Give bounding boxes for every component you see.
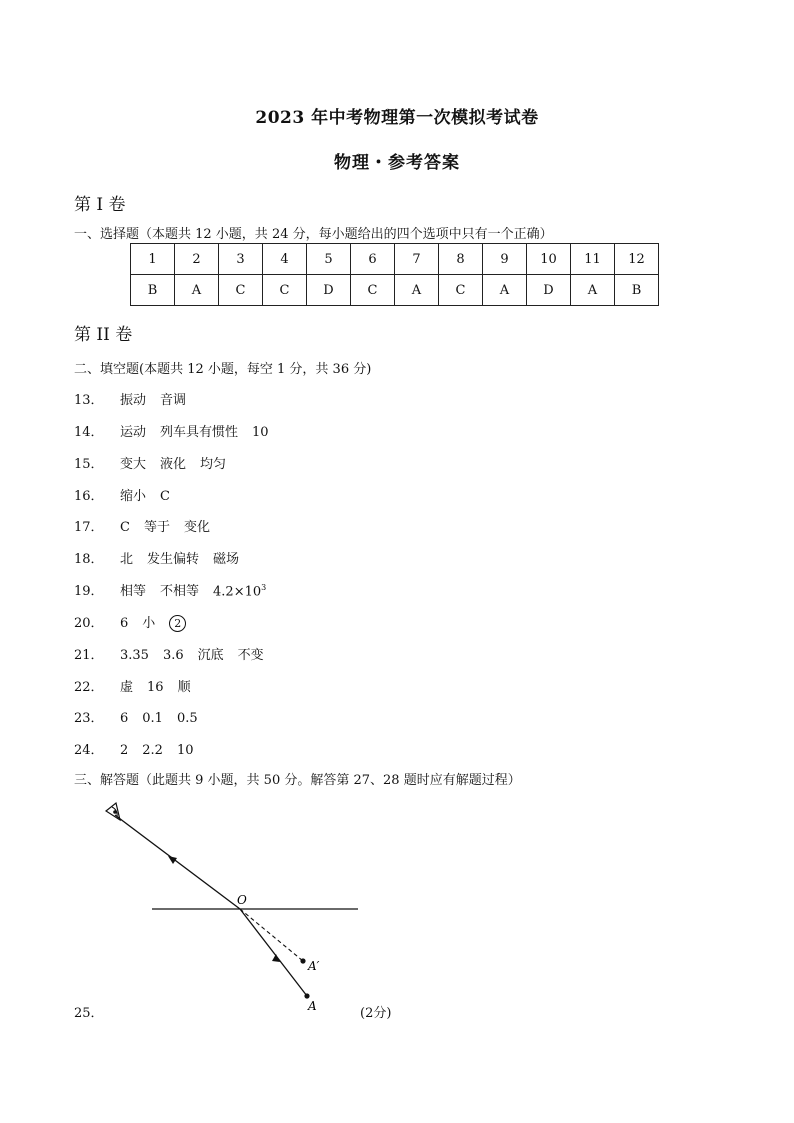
item-number: 19． bbox=[74, 584, 104, 599]
fill-item-15 bbox=[74, 453, 240, 472]
fill-item-23 bbox=[74, 707, 212, 726]
item-answer: 16 bbox=[147, 680, 164, 695]
question-number-row bbox=[131, 244, 659, 275]
answer-cell: A bbox=[571, 275, 615, 306]
question-number-cell: 8 bbox=[439, 244, 483, 275]
fill-item-20 bbox=[74, 612, 200, 632]
item-answer: 均匀 bbox=[200, 457, 227, 472]
item-answer: 虚 bbox=[120, 680, 134, 695]
item-answer: 磁场 bbox=[213, 552, 240, 567]
item-number: 14． bbox=[74, 425, 104, 440]
item-answer-scientific bbox=[213, 583, 266, 599]
part1-label: 第 I 卷 bbox=[74, 195, 126, 215]
item-answer: 沉底 bbox=[197, 648, 224, 663]
answer-cell: B bbox=[615, 275, 659, 306]
item-number: 20． bbox=[74, 616, 104, 631]
item-answer: 不变 bbox=[237, 648, 264, 663]
item-answer: 3.35 bbox=[120, 648, 149, 663]
item-answer: 6 bbox=[120, 616, 129, 631]
item-answer: 3.6 bbox=[162, 648, 184, 663]
point-a bbox=[304, 993, 309, 998]
item-answer: 6 bbox=[120, 711, 129, 726]
circled-answer: 2 bbox=[169, 615, 186, 632]
fill-item-21 bbox=[74, 644, 278, 663]
question-number-cell: 3 bbox=[219, 244, 263, 275]
question-number-cell: 6 bbox=[351, 244, 395, 275]
item-number: 17． bbox=[74, 520, 104, 535]
label-a: A bbox=[308, 999, 317, 1013]
item-answer: 2.2 bbox=[142, 743, 163, 758]
fill-item-19 bbox=[74, 580, 280, 599]
question-number-cell: 11 bbox=[571, 244, 615, 275]
refracted-ray bbox=[115, 815, 240, 909]
answer-cell: A bbox=[395, 275, 439, 306]
item-answer: 2 bbox=[120, 743, 129, 758]
page-title: 2023 年中考物理第一次模拟考试卷 bbox=[255, 108, 539, 128]
item-number: 23． bbox=[74, 711, 104, 726]
arrowhead-incident bbox=[272, 954, 280, 962]
fill-item-18 bbox=[74, 548, 253, 567]
fill-item-17 bbox=[74, 516, 224, 535]
item-answer: C bbox=[120, 520, 130, 535]
item-answer: 缩小 bbox=[120, 489, 147, 504]
sci-base: 4.2×10 bbox=[213, 584, 262, 599]
item-answer: 等于 bbox=[143, 520, 170, 535]
fill-item-24 bbox=[74, 739, 208, 758]
answer-cell: A bbox=[483, 275, 527, 306]
item-answer: 列车具有惯性 bbox=[160, 425, 239, 440]
fill-item-13 bbox=[74, 389, 200, 408]
item-answer: 变大 bbox=[120, 457, 147, 472]
item-answer: 音调 bbox=[160, 393, 187, 408]
item-number: 24． bbox=[74, 743, 104, 758]
answer-cell: D bbox=[527, 275, 571, 306]
question-number-cell: 12 bbox=[615, 244, 659, 275]
item-number: 18． bbox=[74, 552, 104, 567]
answer-cell: A bbox=[175, 275, 219, 306]
virtual-image-line bbox=[240, 909, 303, 961]
choice-answer-table bbox=[130, 243, 659, 306]
question-number-cell: 2 bbox=[175, 244, 219, 275]
item-number: 13． bbox=[74, 393, 104, 408]
question-number-cell: 4 bbox=[263, 244, 307, 275]
part2-label: 第 II 卷 bbox=[74, 325, 133, 345]
section-fill-heading: 二、填空题(本题共 12 小题，每空 1 分，共 36 分) bbox=[74, 362, 372, 377]
label-o: O bbox=[237, 893, 247, 907]
fill-item-14 bbox=[74, 421, 283, 440]
fill-item-22 bbox=[74, 676, 205, 695]
incident-ray bbox=[240, 909, 307, 996]
answer-cell: B bbox=[131, 275, 175, 306]
section-choice-heading: 一、选择题（本题共 12 小题，共 24 分，每小题给出的四个选项中只有一个正确） bbox=[74, 227, 553, 242]
answer-cell: C bbox=[263, 275, 307, 306]
item-number: 22． bbox=[74, 680, 104, 695]
item-answer: 振动 bbox=[120, 393, 147, 408]
answer-row bbox=[131, 275, 659, 306]
answer-cell: C bbox=[439, 275, 483, 306]
item-answer: 北 bbox=[120, 552, 134, 567]
item-answer: 变化 bbox=[183, 520, 210, 535]
item-answer: 运动 bbox=[120, 425, 147, 440]
question-number-cell: 1 bbox=[131, 244, 175, 275]
answer-cell: C bbox=[219, 275, 263, 306]
refraction-diagram bbox=[100, 798, 370, 1018]
item-answer: 0.1 bbox=[142, 711, 163, 726]
item-answer: 10 bbox=[176, 743, 194, 758]
item-number: 15． bbox=[74, 457, 104, 472]
item-answer: 发生偏转 bbox=[147, 552, 200, 567]
fill-item-16 bbox=[74, 485, 184, 504]
question-number-cell: 5 bbox=[307, 244, 351, 275]
item-answer: 液化 bbox=[160, 457, 187, 472]
item-answer: 10 bbox=[252, 425, 269, 440]
page-subtitle: 物理・参考答案 bbox=[334, 153, 460, 173]
item-number: 16． bbox=[74, 489, 104, 504]
question-25-number: 25． bbox=[74, 1006, 104, 1021]
question-25-score: (2分) bbox=[360, 1006, 392, 1021]
sci-exponent: 3 bbox=[261, 582, 267, 592]
item-answer: 顺 bbox=[177, 680, 191, 695]
section-solve-heading: 三、解答题（此题共 9 小题，共 50 分。解答第 27、28 题时应有解题过程） bbox=[74, 773, 521, 788]
item-answer: 不相等 bbox=[160, 584, 200, 599]
arrowhead-refracted bbox=[168, 856, 177, 864]
point-a-prime bbox=[300, 958, 305, 963]
item-answer: 0.5 bbox=[176, 711, 198, 726]
label-a-prime: A′ bbox=[308, 959, 320, 973]
answer-cell: C bbox=[351, 275, 395, 306]
question-number-cell: 10 bbox=[527, 244, 571, 275]
item-answer: 小 bbox=[142, 616, 156, 631]
answer-cell: D bbox=[307, 275, 351, 306]
item-answer: 相等 bbox=[120, 584, 147, 599]
item-number: 21． bbox=[74, 648, 104, 663]
item-answer: C bbox=[160, 489, 170, 504]
question-number-cell: 7 bbox=[395, 244, 439, 275]
question-number-cell: 9 bbox=[483, 244, 527, 275]
